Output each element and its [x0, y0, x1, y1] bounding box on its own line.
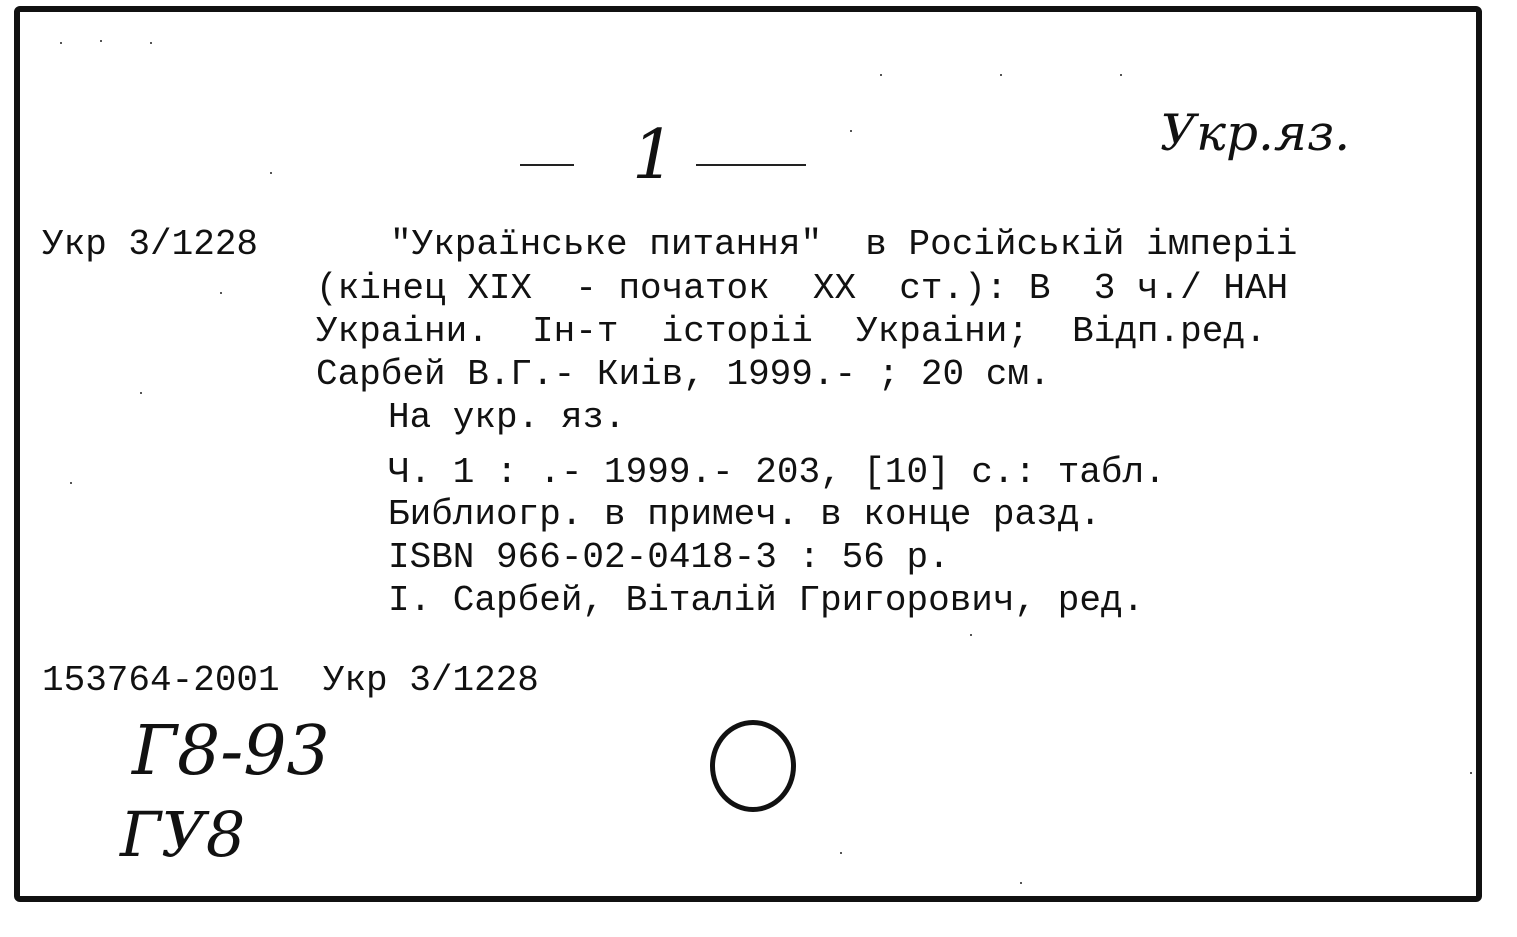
scan-speck: [100, 40, 102, 42]
scan-speck: [1020, 882, 1022, 884]
title-line-2: (кінец XIX - початок XX ст.): В 3 ч./ НАН: [316, 268, 1289, 309]
scan-speck: [970, 634, 972, 636]
note-volume: Ч. 1 : .- 1999.- 203, [10] с.: табл.: [388, 452, 1166, 493]
scan-speck: [140, 392, 142, 394]
scan-speck: [60, 42, 62, 44]
scan-speck: [880, 74, 882, 76]
scan-speck: [70, 482, 72, 484]
note-isbn: ISBN 966-02-0418-3 : 56 р.: [388, 537, 950, 578]
catalog-card: [14, 6, 1482, 902]
scan-speck: [270, 172, 272, 174]
scan-speck: [1470, 772, 1472, 774]
handwritten-code-2: ГУ8: [120, 798, 246, 871]
dash-left: [520, 164, 574, 166]
scan-speck: [220, 292, 222, 294]
scan-speck: [840, 852, 842, 854]
title-line-4: Сарбей В.Г.- Киів, 1999.- ; 20 см.: [316, 354, 1051, 395]
scan-speck: [1120, 74, 1122, 76]
shelf-mark: Укр 3/1228: [42, 224, 259, 265]
scan-speck: [150, 42, 152, 44]
card-number: 1: [632, 116, 676, 195]
dash-right: [696, 164, 806, 166]
card-punch-hole: [710, 720, 796, 812]
title-line-3: Украіни. Ін-т історіі Украіни; Відп.ред.: [316, 311, 1267, 352]
note-editor: I. Сарбей, Віталій Григорович, ред.: [388, 580, 1145, 621]
scan-speck: [1000, 74, 1002, 76]
accession-number: 153764-2001 Укр 3/1228: [42, 660, 539, 701]
note-language: На укр. яз.: [388, 397, 626, 438]
scan-speck: [850, 130, 852, 132]
note-bibliography: Библиогр. в примеч. в конце разд.: [388, 494, 1101, 535]
handwritten-code-1: Г8-93: [132, 712, 330, 791]
language-note-handwritten: Укр.яз.: [1160, 104, 1351, 162]
title-line-1: "Українське питання" в Російській імперіі: [390, 224, 1298, 265]
